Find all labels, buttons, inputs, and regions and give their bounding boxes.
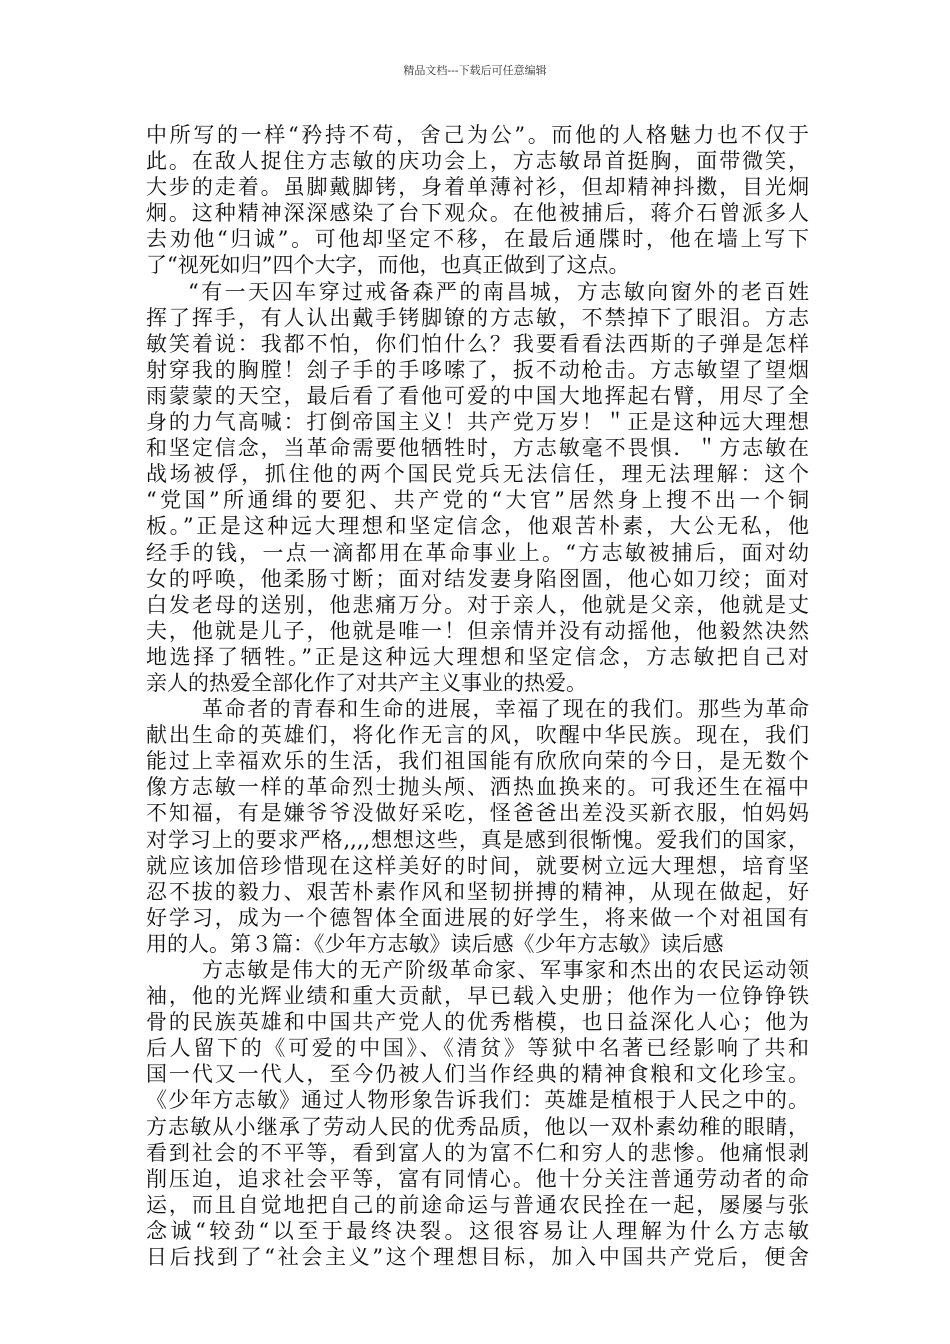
text-line: 敏笑着说：我都不怕，你们怕什么？我要看看法西斯的子弹是怎样 [146,331,809,356]
paragraph-1 [146,122,809,279]
text-line: 骨的民族英雄和中国共产党人的优秀楷模，也日益深化人心；他为 [146,1010,809,1035]
paragraph-2 [146,279,809,697]
text-line: 忍不拔的毅力、艰苦朴素作风和坚韧拼搏的精神，从现在做起，好 [146,879,809,904]
text-line: 好学习，成为一个德智体全面进展的好学生，将来做一个对祖国有 [146,905,809,930]
text-line: 和坚定信念，当革命需要他牺牲时，方志敏毫不畏惧．＂方志敏在 [146,436,809,461]
text-line: 国一代又一代人，至今仍被人们当作经典的精神食粮和文化珍宝。 [146,1062,809,1087]
text-line: 挥了挥手，有人认出戴手铐脚镣的方志敏，不禁掉下了眼泪。方志 [146,305,809,330]
document-body [146,122,809,1270]
text-line: 经手的钱，一点一滴都用在革命事业上。“方志敏被捕后，面对幼 [146,540,809,565]
text-line: 雨蒙蒙的天空，最后看了看他可爱的中国大地挥起右臂，用尽了全 [146,383,809,408]
text-line: 像方志敏一样的革命烈士抛头颅、洒热血换来的。可我还生在福中 [146,775,809,800]
text-line: “党国”所通缉的要犯、共产党的“大官”居然身上搜不出一个铜 [146,488,809,513]
text-line: 袖，他的光辉业绩和重大贡献，早已载入史册；他作为一位铮铮铁 [146,984,809,1009]
paragraph-3 [146,696,809,957]
text-line: 不知福，有是嫌爷爷没做好采吃，怪爸爸出差没买新衣服，怕妈妈 [146,801,809,826]
text-line: 削压迫，追求社会平等，富有同情心。他十分关注普通劳动者的命 [146,1166,809,1191]
text-line: 献出生命的英雄们，将化作无言的风，吹醒中华民族。现在，我们 [146,723,809,748]
text-line: 女的呼唤，他柔肠寸断；面对结发妻身陷囹圄，他心如刀绞；面对 [146,566,809,591]
text-line: 炯。这种精神深深感染了台下观众。在他被捕后，蒋介石曾派多人 [146,201,809,226]
text-line: 地选择了牺牲。”正是这种远大理想和坚定信念，方志敏把自己对 [146,644,809,669]
text-line: 念诚“较劲“以至于最终决裂。这很容易让人理解为什么方志敏 [146,1218,809,1243]
text-line: 战场被俘，抓住他的两个国民党兵无法信任，理无法理解：这个 [146,462,809,487]
text-line: 大步的走着。虽脚戴脚铐，身着单薄衬衫，但却精神抖擞，目光炯 [146,175,809,200]
text-line: 身的力气高喊：打倒帝国主义！共产党万岁！＂正是这种远大理想 [146,410,809,435]
text-line: 此。在敌人捉住方志敏的庆功会上，方志敏昂首挺胸，面带微笑， [146,149,809,174]
text-line: 对学习上的要求严格,,,,想想这些，真是感到很惭愧。爱我们的国家， [146,827,809,852]
text-line: 后人留下的《可爱的中国》、《清贫》等狱中名著已经影响了共和 [146,1036,809,1061]
text-line: 运，而且自觉地把自己的前途命运与普通农民拴在一起，屡屡与张 [146,1192,809,1217]
text-line: 去劝他“归诚”。可他却坚定不移，在最后通牒时，他在墙上写下 [146,227,809,252]
paragraph-4 [146,957,809,1270]
text-line: 射穿我的胸膛！刽子手的手哆嗦了，扳不动枪击。方志敏望了望烟 [146,357,809,382]
text-line: 中所写的一样“矜持不苟，舍己为公”。而他的人格魅力也不仅于 [146,123,809,147]
text-line: 《少年方志敏》通过人物形象告诉我们：英雄是植根于人民之中的。 [146,1088,809,1113]
text-line: 能过上幸福欢乐的生活，我们祖国能有欣欣向荣的今日，是无数个 [146,749,809,774]
text-line: 方志敏从小继承了劳动人民的优秀品质，他以一双朴素幼稚的眼睛， [146,1114,809,1139]
text-line: “有一天囚车穿过戒备森严的南昌城，方志敏向窗外的老百姓 [188,279,809,304]
text-line: 日后找到了“社会主义”这个理想目标，加入中国共产党后，便舍 [146,1245,809,1270]
text-line: 方志敏是伟大的无产阶级革命家、军事家和杰出的农民运动领 [202,958,809,982]
text-line: 板。”正是这种远大理想和坚定信念，他艰苦朴素，大公无私，他 [146,514,809,539]
text-line: 看到社会的不平等，看到富人的为富不仁和穷人的悲惨。他痛恨剥 [146,1140,809,1165]
text-line: 革命者的青春和生命的进展，幸福了现在的我们。那些为革命 [202,697,809,722]
text-line: 就应该加倍珍惜现在这样美好的时间，就要树立远大理想，培育坚 [146,853,809,878]
text-line: 夫，他就是儿子，他就是唯一！但亲情并没有动摇他，他毅然决然 [146,618,809,643]
text-line: 白发老母的送别，他悲痛万分。对于亲人，他就是父亲，他就是丈 [146,592,809,617]
page-header: 精品文档---下载后可任意编辑 [403,64,547,77]
text-line: 用的人。第３篇：《少年方志敏》读后感《少年方志敏》读后感 [146,931,724,956]
text-line: 亲人的热爱全部化作了对共产主义事业的热爱。 [146,670,587,695]
text-line: 了“视死如归”四个大字，而他，也真正做到了这点。 [146,253,630,278]
